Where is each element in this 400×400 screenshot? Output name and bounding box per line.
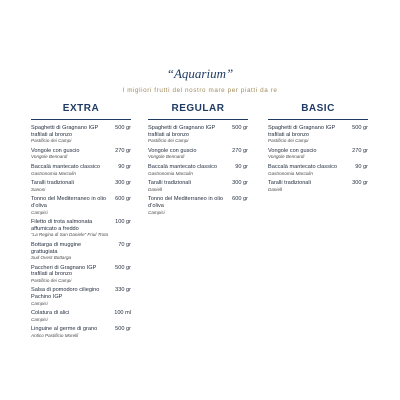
item-producer: Gastronomia Marcolin — [31, 170, 76, 176]
item-producer: Daniell — [148, 186, 163, 192]
list-item — [268, 164, 368, 176]
list-item — [268, 125, 368, 144]
column-heading: BASIC — [268, 103, 368, 120]
item-weight: 270 gr — [352, 147, 368, 154]
page-title: “Aquarium” — [166, 66, 234, 81]
list-item — [148, 196, 248, 215]
item-producer: Pastificio dei Campi — [268, 138, 309, 144]
item-weight: 500 gr — [115, 125, 131, 131]
item-name: Vongole con guscio — [268, 147, 317, 154]
item-weight: 70 gr — [118, 241, 131, 248]
item-name: Taralli tradizionali — [31, 180, 74, 187]
item-weight: 100 ml — [114, 310, 131, 317]
item-name: Salsa di pomodoro ciliegino Pachino IGP — [31, 287, 100, 301]
column-regular — [148, 103, 248, 219]
item-name: Bottarga di muggine grattugiata — [31, 241, 82, 255]
item-name: Colatura di alici — [31, 310, 70, 317]
item-producer: Daniell — [268, 186, 283, 192]
list-item — [31, 326, 131, 338]
item-name: Paccheri di Gragnano IGP trafilati al bronzo — [31, 264, 97, 278]
item-weight: 300 gr — [115, 180, 131, 187]
item-weight: 90 gr — [355, 163, 368, 170]
item-weight: 600 gr — [232, 196, 248, 203]
list-item — [31, 125, 131, 144]
list-item — [31, 287, 131, 306]
item-list — [148, 125, 248, 215]
item-name: Baccalà mantecato classico — [268, 163, 338, 170]
list-item — [31, 148, 131, 160]
item-weight: 90 gr — [118, 163, 131, 170]
item-producer: Sanoni — [31, 186, 46, 192]
item-name: Filetto di trota salmonata affumicato a freddo — [31, 219, 93, 232]
item-name: Vongole con guscio — [31, 147, 80, 154]
item-weight: 600 gr — [115, 196, 131, 203]
item-weight: 300 gr — [232, 180, 248, 187]
list-item — [148, 164, 248, 176]
item-producer: Campisi — [31, 300, 48, 306]
item-name: Tonno del Mediterraneo in olio d’oliva — [31, 196, 106, 209]
item-weight: 270 gr — [232, 147, 248, 154]
item-producer: Gastronomia Marcolin — [268, 170, 313, 176]
item-weight: 270 gr — [115, 147, 131, 154]
item-producer: Pastificio dei Campi — [31, 277, 72, 283]
item-producer: Vongole Bennardi — [31, 154, 68, 160]
item-list — [31, 125, 131, 339]
item-producer: Pastificio dei Campi — [148, 138, 189, 144]
list-item — [31, 310, 131, 322]
list-item — [148, 148, 248, 160]
item-name: Linguine al germe di grano — [31, 326, 98, 333]
list-item — [31, 196, 131, 215]
item-name: Spaghetti di Gragnano IGP trafilati al bronzo — [268, 125, 336, 138]
item-weight: 500 gr — [115, 326, 131, 333]
item-weight: 500 gr — [352, 125, 368, 131]
item-producer: Campisi — [31, 209, 48, 215]
item-producer: Antico Pastificio Morelli — [31, 333, 79, 339]
list-item — [268, 148, 368, 160]
column-basic — [268, 103, 368, 196]
item-name: Baccalà mantecato classico — [31, 163, 101, 170]
list-item — [148, 180, 248, 192]
item-weight: 90 gr — [235, 163, 248, 170]
column-heading: EXTRA — [31, 103, 131, 120]
list-item — [31, 164, 131, 176]
item-producer: Vongole Bennardi — [148, 154, 185, 160]
item-name: Taralli tradizionali — [268, 180, 311, 187]
item-producer: Campisi — [31, 316, 48, 322]
item-name: Vongole con guscio — [148, 147, 197, 154]
item-producer: Sud Ovest Bottarga — [31, 255, 72, 261]
item-producer: Vongole Bennardi — [268, 154, 305, 160]
list-item — [268, 180, 368, 192]
list-item — [31, 180, 131, 192]
item-name: Spaghetti di Gragnano IGP trafilati al bronzo — [148, 125, 216, 138]
list-item — [31, 242, 131, 261]
list-item — [31, 265, 131, 284]
item-producer: “La Regina di San Daniele” Friul Trota — [31, 232, 109, 238]
list-item — [31, 219, 131, 238]
item-producer: Pastificio dei Campi — [31, 138, 72, 144]
column-extra — [31, 103, 131, 343]
item-producer: Campisi — [148, 209, 165, 215]
item-weight: 330 gr — [115, 287, 131, 294]
item-name: Spaghetti di Gragnano IGP trafilati al bronzo — [31, 125, 99, 138]
item-name: Baccalà mantecato classico — [148, 163, 218, 170]
column-heading: REGULAR — [148, 103, 248, 120]
item-name: Taralli tradizionali — [148, 180, 191, 187]
page-subtitle: I migliori frutti del nostro mare per piatti da re — [122, 87, 278, 94]
item-list — [268, 125, 368, 192]
list-item — [148, 125, 248, 144]
item-producer: Gastronomia Marcolin — [148, 170, 193, 176]
item-weight: 500 gr — [232, 125, 248, 131]
item-weight: 100 gr — [115, 219, 131, 226]
item-name: Tonno del Mediterraneo in olio d’oliva — [148, 196, 223, 209]
item-weight: 300 gr — [352, 180, 368, 187]
item-weight: 500 gr — [115, 264, 131, 271]
